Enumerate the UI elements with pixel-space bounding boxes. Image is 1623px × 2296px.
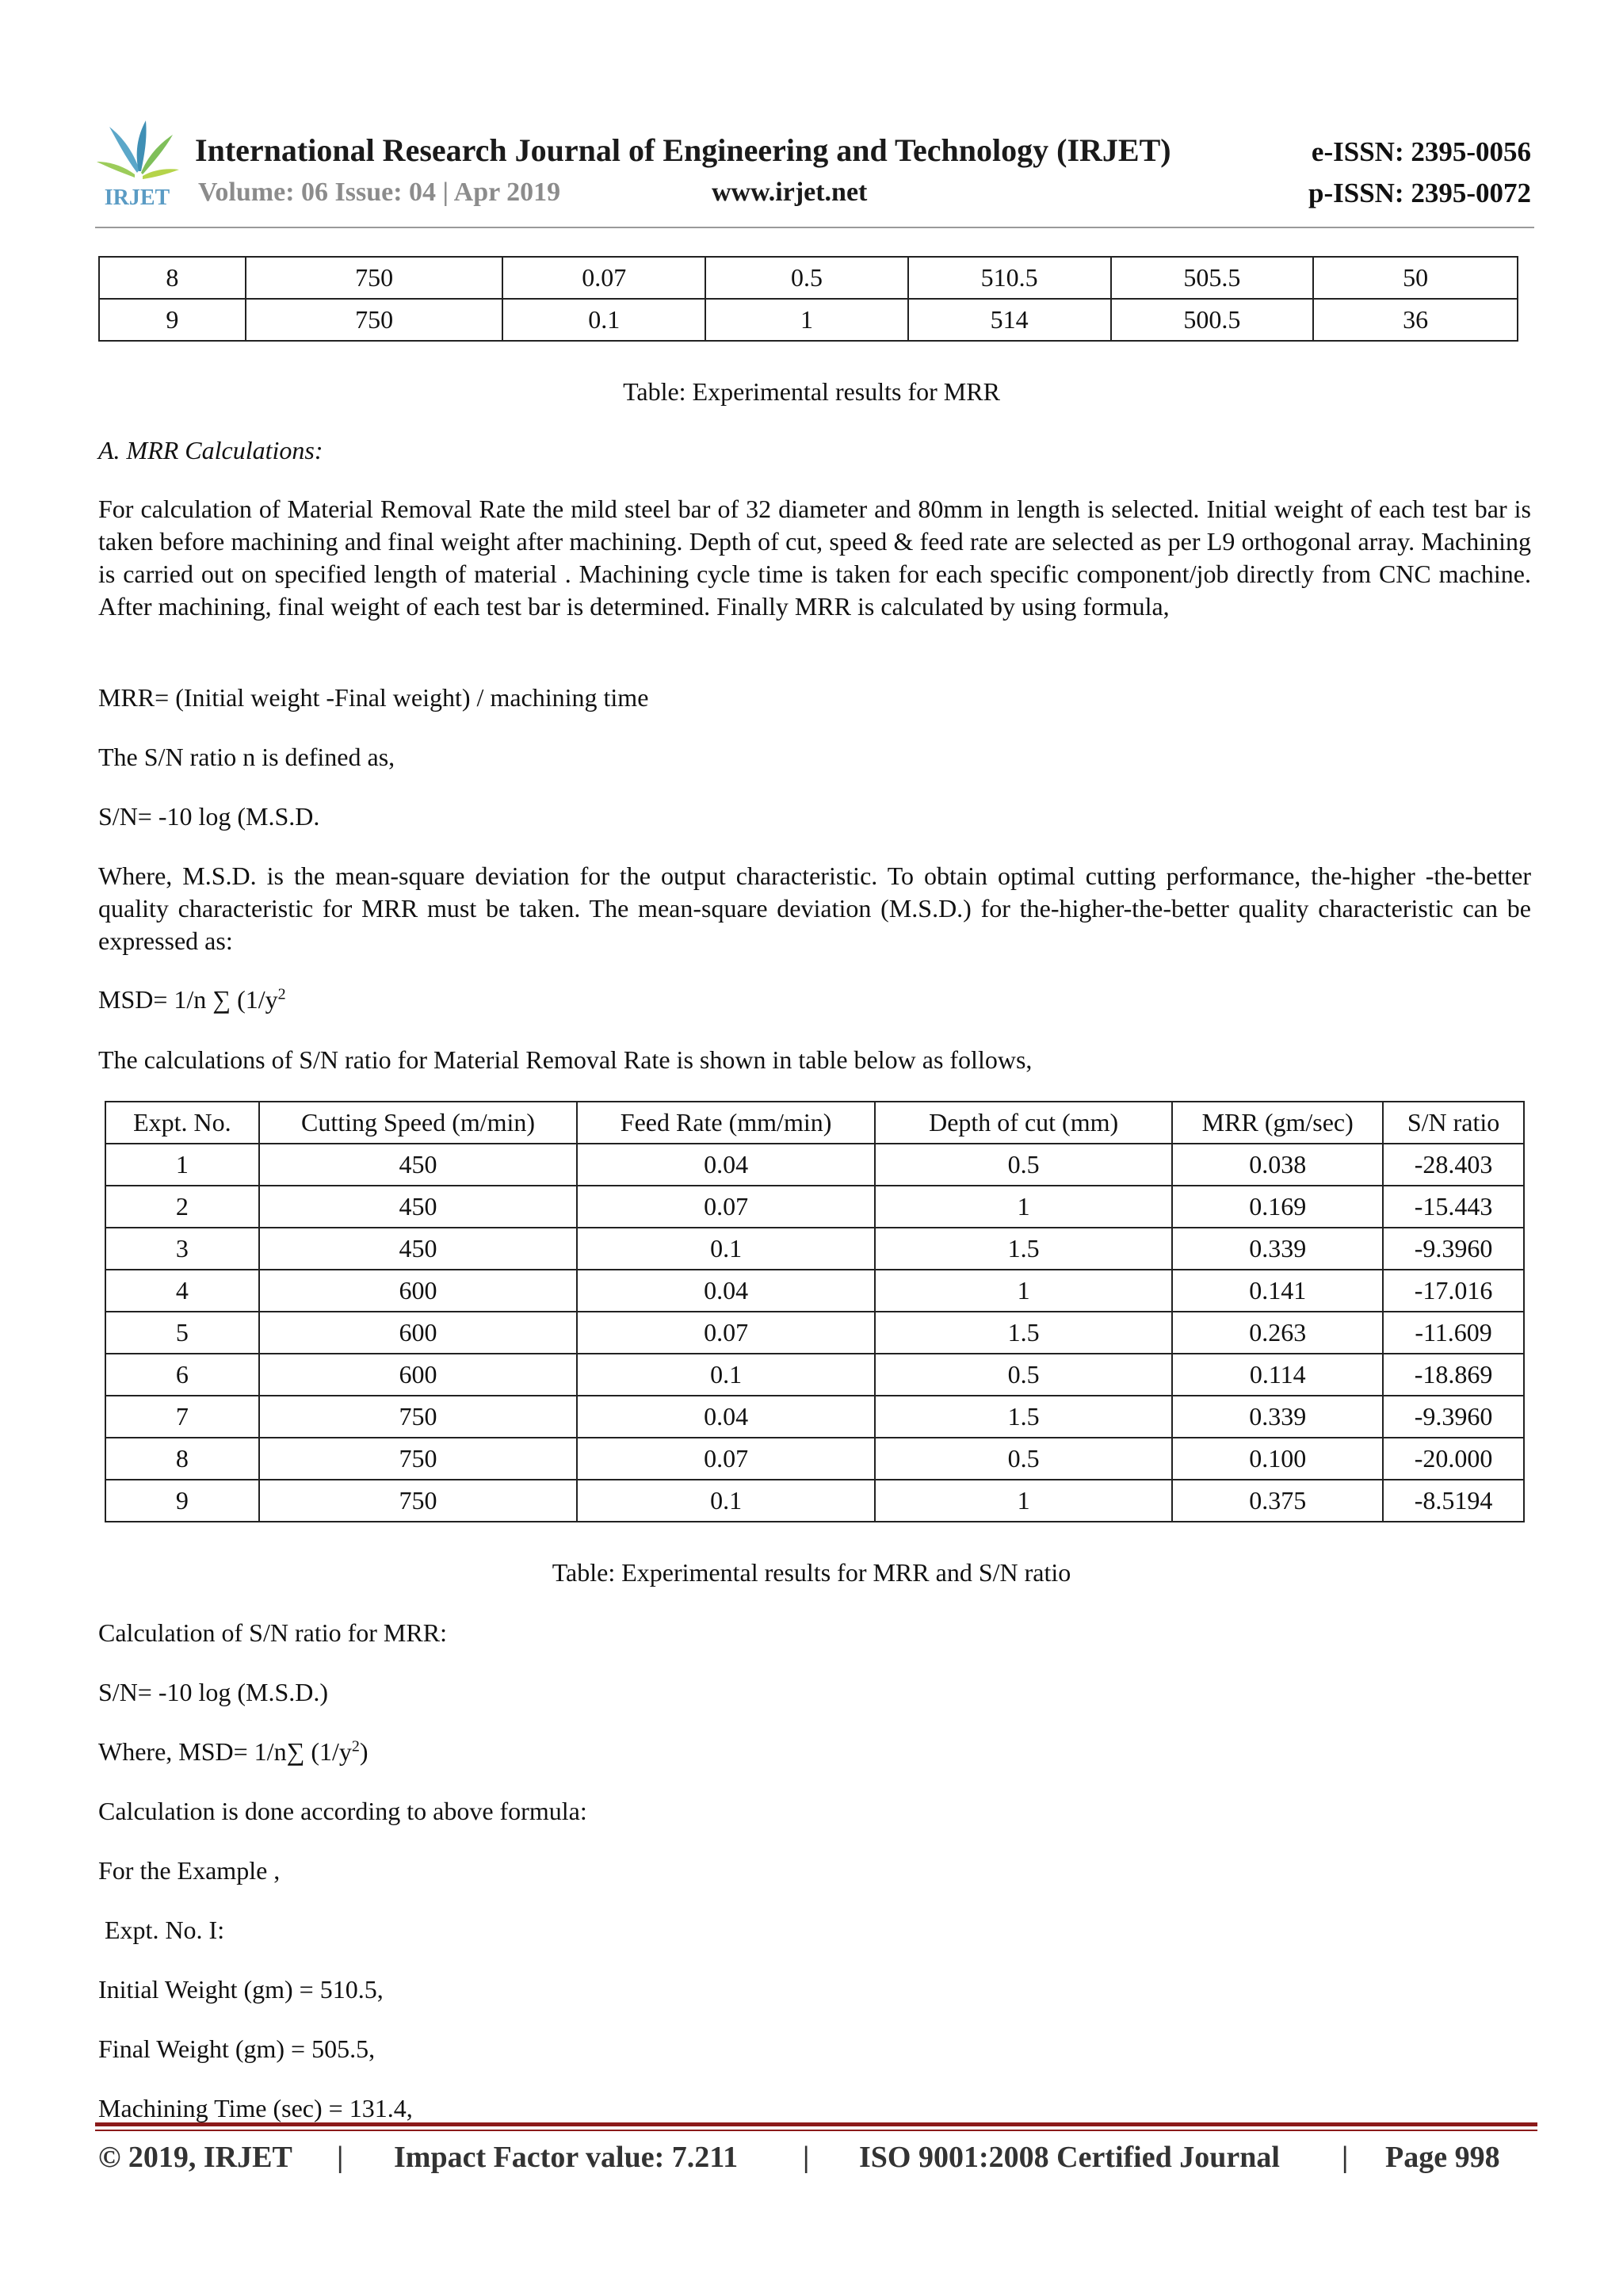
table-cell: 750 — [246, 299, 503, 341]
table-cell: -8.5194 — [1383, 1480, 1524, 1522]
table-cell: 4 — [105, 1270, 259, 1312]
paragraph-mrr-method: For calculation of Material Removal Rate the mild steel bar of 32 diameter and 80mm in length is selected. Initial weight of each test bar is taken before machining and final weight after machining. Depth of cut, speed & feed rate are selected as per L9 orthogonal array. Machining is carried out on specified length of material . Machining cycle time is taken for each specific component/job directly from CNC machine. After machining, final weight of each test bar is determined. Finally MRR is calculated by using formula, — [98, 495, 1531, 621]
table-row — [105, 1144, 1524, 1186]
table-cell: 0.04 — [577, 1144, 875, 1186]
table-cell: 600 — [259, 1354, 578, 1396]
calc-machining-time: Machining Time (sec) = 131.4, — [98, 2094, 413, 2122]
logo-leaves-icon — [97, 120, 179, 179]
table-cell: 0.5 — [875, 1144, 1173, 1186]
journal-website-link[interactable]: www.irjet.net — [712, 178, 868, 207]
column-header: Expt. No. — [105, 1102, 259, 1144]
formula-msd-text: MSD= 1/n ∑ (1/y — [98, 985, 278, 1014]
table-cell: -20.000 — [1383, 1438, 1524, 1480]
table-row — [105, 1396, 1524, 1438]
table-cell: 0.07 — [502, 257, 705, 299]
table-cell: 500.5 — [1111, 299, 1314, 341]
table-cell: 0.5 — [875, 1438, 1173, 1480]
column-header: Cutting Speed (m/min) — [259, 1102, 578, 1144]
table-cell: 1 — [875, 1186, 1173, 1228]
section-heading: A. MRR Calculations: — [98, 436, 323, 464]
table-cell: -17.016 — [1383, 1270, 1524, 1312]
table-cell: 750 — [259, 1396, 578, 1438]
p-issn: p-ISSN: 2395-0072 — [1308, 178, 1531, 208]
table-cell: 0.339 — [1172, 1228, 1383, 1270]
table-cell: -28.403 — [1383, 1144, 1524, 1186]
irjet-logo — [94, 117, 181, 211]
volume-issue: Volume: 06 Issue: 04 | Apr 2019 — [198, 178, 561, 207]
calc-expt: Expt. No. I: — [98, 1916, 225, 1944]
table-cell: 0.141 — [1172, 1270, 1383, 1312]
table-cell: 0.5 — [705, 257, 908, 299]
table-cell: 9 — [99, 299, 246, 341]
table1-caption: Table: Experimental results for MRR — [623, 377, 1000, 406]
column-header: S/N ratio — [1383, 1102, 1524, 1144]
table-cell: 0.038 — [1172, 1144, 1383, 1186]
table-row — [105, 1438, 1524, 1480]
table-cell: 50 — [1313, 257, 1518, 299]
table-cell: 510.5 — [908, 257, 1111, 299]
column-header: MRR (gm/sec) — [1172, 1102, 1383, 1144]
logo-text: IRJET — [104, 185, 170, 210]
table-cell: 0.1 — [577, 1228, 875, 1270]
table-cell: 1 — [105, 1144, 259, 1186]
table-cell: 0.07 — [577, 1312, 875, 1354]
sn-definition: The S/N ratio n is defined as, — [98, 743, 395, 771]
table-cell: 600 — [259, 1270, 578, 1312]
journal-title: International Research Journal of Engineering and Technology (IRJET) — [195, 132, 1171, 168]
table-cell: 5 — [105, 1312, 259, 1354]
table-cell: 2 — [105, 1186, 259, 1228]
calc-title: Calculation of S/N ratio for MRR: — [98, 1618, 447, 1647]
table-cell: 0.100 — [1172, 1438, 1383, 1480]
table-cell: 0.375 — [1172, 1480, 1383, 1522]
calc-initial-weight: Initial Weight (gm) = 510.5, — [98, 1975, 384, 2004]
table-cell: 750 — [259, 1438, 578, 1480]
table-cell: -9.3960 — [1383, 1228, 1524, 1270]
mrr-sn-ratio-table — [105, 1101, 1525, 1522]
table-cell: 0.5 — [875, 1354, 1173, 1396]
calc-msd-close: ) — [359, 1737, 369, 1766]
column-header: Depth of cut (mm) — [875, 1102, 1173, 1144]
table-cell: 0.04 — [577, 1396, 875, 1438]
table-cell: 1.5 — [875, 1396, 1173, 1438]
table-cell: 450 — [259, 1144, 578, 1186]
table-cell: 750 — [259, 1480, 578, 1522]
table-row — [105, 1270, 1524, 1312]
table-cell: 3 — [105, 1228, 259, 1270]
mrr-results-table — [98, 256, 1518, 342]
table-cell: 8 — [105, 1438, 259, 1480]
formula-msd-sup: 2 — [277, 985, 286, 1003]
table-cell: 0.1 — [502, 299, 705, 341]
table-cell: 0.114 — [1172, 1354, 1383, 1396]
table-cell: 36 — [1313, 299, 1518, 341]
calc-sn-formula: S/N= -10 log (M.S.D.) — [98, 1678, 329, 1706]
table-row — [105, 1186, 1524, 1228]
table-cell: 600 — [259, 1312, 578, 1354]
table-row — [105, 1228, 1524, 1270]
formula-mrr: MRR= (Initial weight -Final weight) / machining time — [98, 683, 649, 712]
table-cell: 0.263 — [1172, 1312, 1383, 1354]
table-cell: 0.07 — [577, 1186, 875, 1228]
table-cell: -9.3960 — [1383, 1396, 1524, 1438]
table-cell: 0.07 — [577, 1438, 875, 1480]
footer-separator: | — [1342, 2141, 1349, 2174]
table-cell: 450 — [259, 1228, 578, 1270]
paragraph-msd: Where, M.S.D. is the mean-square deviation for the output characteristic. To obtain optimal cutting performance, the-higher -the-better quality characteristic for MRR must be taken. The mean-square deviation (M.S.D.) for the-higher-the-better quality characteristic can be expressed as: — [98, 861, 1531, 955]
table-cell: -15.443 — [1383, 1186, 1524, 1228]
table-cell: 1.5 — [875, 1312, 1173, 1354]
table-cell: 0.1 — [577, 1354, 875, 1396]
header-divider — [95, 227, 1534, 228]
table-cell: 0.1 — [577, 1480, 875, 1522]
calc-according: Calculation is done according to above formula: — [98, 1797, 587, 1825]
table-cell: 0.04 — [577, 1270, 875, 1312]
table-cell: -11.609 — [1383, 1312, 1524, 1354]
table-cell: 6 — [105, 1354, 259, 1396]
table-cell: 1 — [875, 1480, 1173, 1522]
table-cell: 0.169 — [1172, 1186, 1383, 1228]
table2-caption: Table: Experimental results for MRR and S/N ratio — [552, 1558, 1071, 1587]
formula-sn: S/N= -10 log (M.S.D. — [98, 802, 320, 831]
footer-divider-thin — [95, 2130, 1537, 2131]
table-header-row — [105, 1102, 1524, 1144]
column-header: Feed Rate (mm/min) — [577, 1102, 875, 1144]
table-cell: 9 — [105, 1480, 259, 1522]
calc-msd-text: Where, MSD= 1/n∑ (1/y — [98, 1737, 352, 1766]
calc-example: For the Example , — [98, 1856, 281, 1885]
table-cell: 7 — [105, 1396, 259, 1438]
table-row — [99, 257, 1518, 299]
footer-iso: ISO 9001:2008 Certified Journal — [859, 2141, 1280, 2174]
table-cell: 1.5 — [875, 1228, 1173, 1270]
footer-impact-factor: Impact Factor value: 7.211 — [394, 2141, 739, 2174]
table2-intro: The calculations of S/N ratio for Material Removal Rate is shown in table below as follows, — [98, 1045, 1033, 1074]
table-row — [105, 1312, 1524, 1354]
table-row — [105, 1480, 1524, 1522]
e-issn: e-ISSN: 2395-0056 — [1311, 136, 1531, 167]
footer-copyright: © 2019, IRJET — [98, 2141, 292, 2174]
table-cell: -18.869 — [1383, 1354, 1524, 1396]
table-cell: 0.339 — [1172, 1396, 1383, 1438]
footer-separator: | — [803, 2141, 810, 2174]
calc-final-weight: Final Weight (gm) = 505.5, — [98, 2034, 376, 2063]
footer-page-number: Page 998 — [1385, 2141, 1500, 2174]
formula-msd — [98, 984, 1531, 1016]
table-row — [99, 299, 1518, 341]
table-row — [105, 1354, 1524, 1396]
table-cell: 505.5 — [1111, 257, 1314, 299]
table-cell: 8 — [99, 257, 246, 299]
footer-separator: | — [337, 2141, 344, 2174]
table-cell: 450 — [259, 1186, 578, 1228]
calc-msd-formula — [98, 1736, 1531, 1768]
table-cell: 750 — [246, 257, 503, 299]
table-cell: 1 — [705, 299, 908, 341]
table-cell: 514 — [908, 299, 1111, 341]
table-cell: 1 — [875, 1270, 1173, 1312]
calc-msd-sup: 2 — [351, 1737, 360, 1755]
footer-divider — [95, 2122, 1537, 2126]
